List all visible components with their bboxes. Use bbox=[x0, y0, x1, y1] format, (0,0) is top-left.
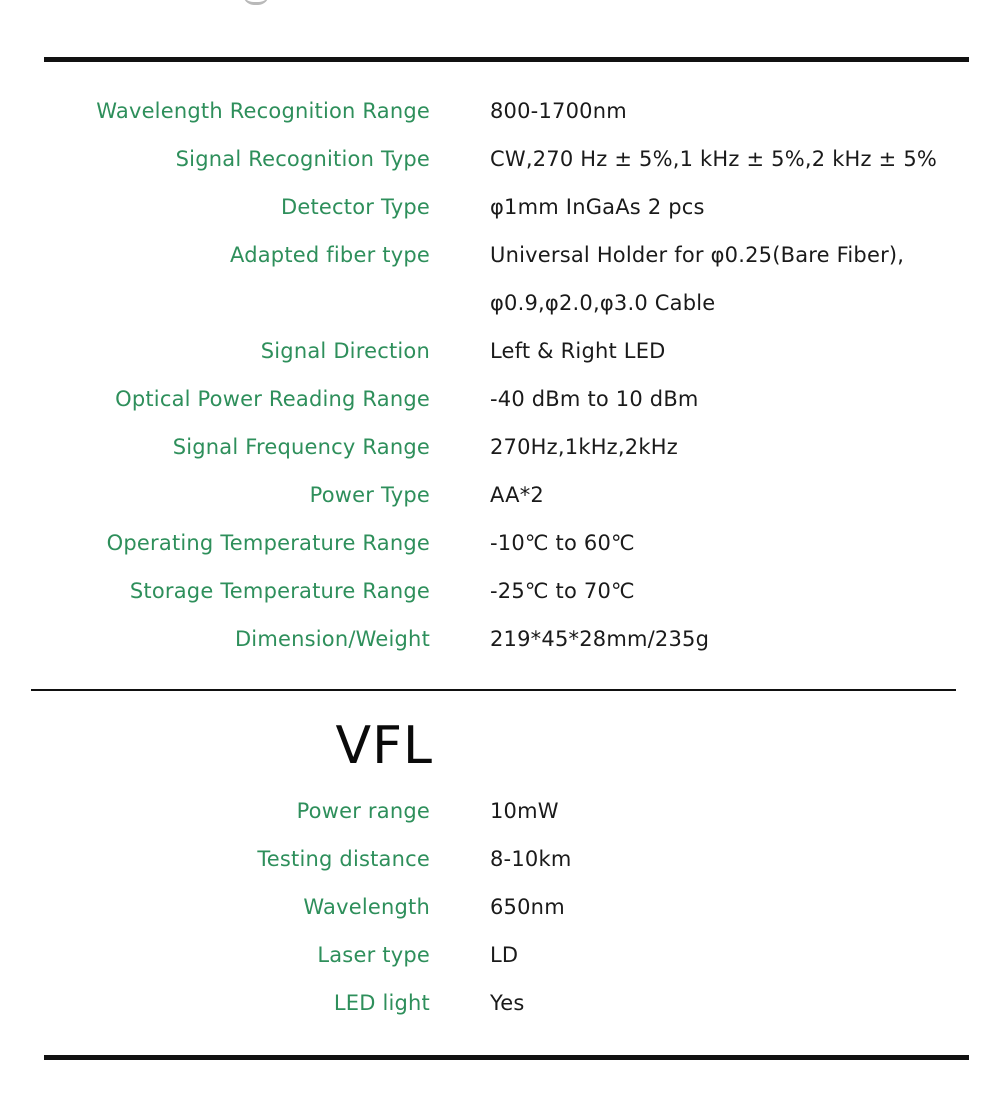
spec-label: Signal Direction bbox=[260, 339, 430, 363]
spec-label: Optical Power Reading Range bbox=[115, 387, 430, 411]
spec-value: 10mW bbox=[490, 799, 559, 823]
spec-row bbox=[0, 243, 1000, 339]
spec-label: Power range bbox=[296, 799, 430, 823]
spec-value: -40 dBm to 10 dBm bbox=[490, 387, 699, 411]
spec-value: φ1mm InGaAs 2 pcs bbox=[490, 195, 705, 219]
section-title-vfl: VFL bbox=[335, 716, 433, 776]
spec-value: 8-10km bbox=[490, 847, 572, 871]
spec-value: AA*2 bbox=[490, 483, 544, 507]
spec-row bbox=[0, 991, 1000, 1039]
top-divider bbox=[44, 57, 969, 62]
spec-value: 219*45*28mm/235g bbox=[490, 627, 710, 651]
spec-label: LED light bbox=[333, 991, 430, 1015]
spec-row bbox=[0, 627, 1000, 675]
spec-label: Detector Type bbox=[280, 195, 430, 219]
spec-value: -25℃ to 70℃ bbox=[490, 579, 635, 603]
spec-label: Testing distance bbox=[257, 847, 430, 871]
spec-label: Adapted fiber type bbox=[230, 243, 430, 267]
spec-value: Universal Holder for φ0.25(Bare Fiber), φ0.9,φ2.0,φ3.0 Cable bbox=[490, 243, 905, 315]
clipped-text-fragment bbox=[243, 0, 269, 5]
spec-label: Storage Temperature Range bbox=[129, 579, 430, 603]
spec-value: -10℃ to 60℃ bbox=[490, 531, 635, 555]
spec-value: Left & Right LED bbox=[490, 339, 666, 363]
spec-value: Yes bbox=[490, 991, 525, 1015]
spec-value: 800-1700nm bbox=[490, 99, 627, 123]
section-divider bbox=[31, 689, 956, 691]
spec-label: Wavelength Recognition Range bbox=[96, 99, 430, 123]
spec-value: CW,270 Hz ± 5%,1 kHz ± 5%,2 kHz ± 5% bbox=[490, 147, 938, 171]
spec-label: Signal Frequency Range bbox=[172, 435, 430, 459]
spec-value: LD bbox=[490, 943, 519, 967]
spec-label: Signal Recognition Type bbox=[175, 147, 430, 171]
spec-value: 650nm bbox=[490, 895, 565, 919]
spec-label: Dimension/Weight bbox=[234, 627, 430, 651]
spec-label: Laser type bbox=[317, 943, 430, 967]
spec-label: Wavelength bbox=[303, 895, 430, 919]
spec-label: Power Type bbox=[309, 483, 430, 507]
spec-value: 270Hz,1kHz,2kHz bbox=[490, 435, 678, 459]
bottom-divider bbox=[44, 1055, 969, 1060]
spec-label: Operating Temperature Range bbox=[106, 531, 430, 555]
